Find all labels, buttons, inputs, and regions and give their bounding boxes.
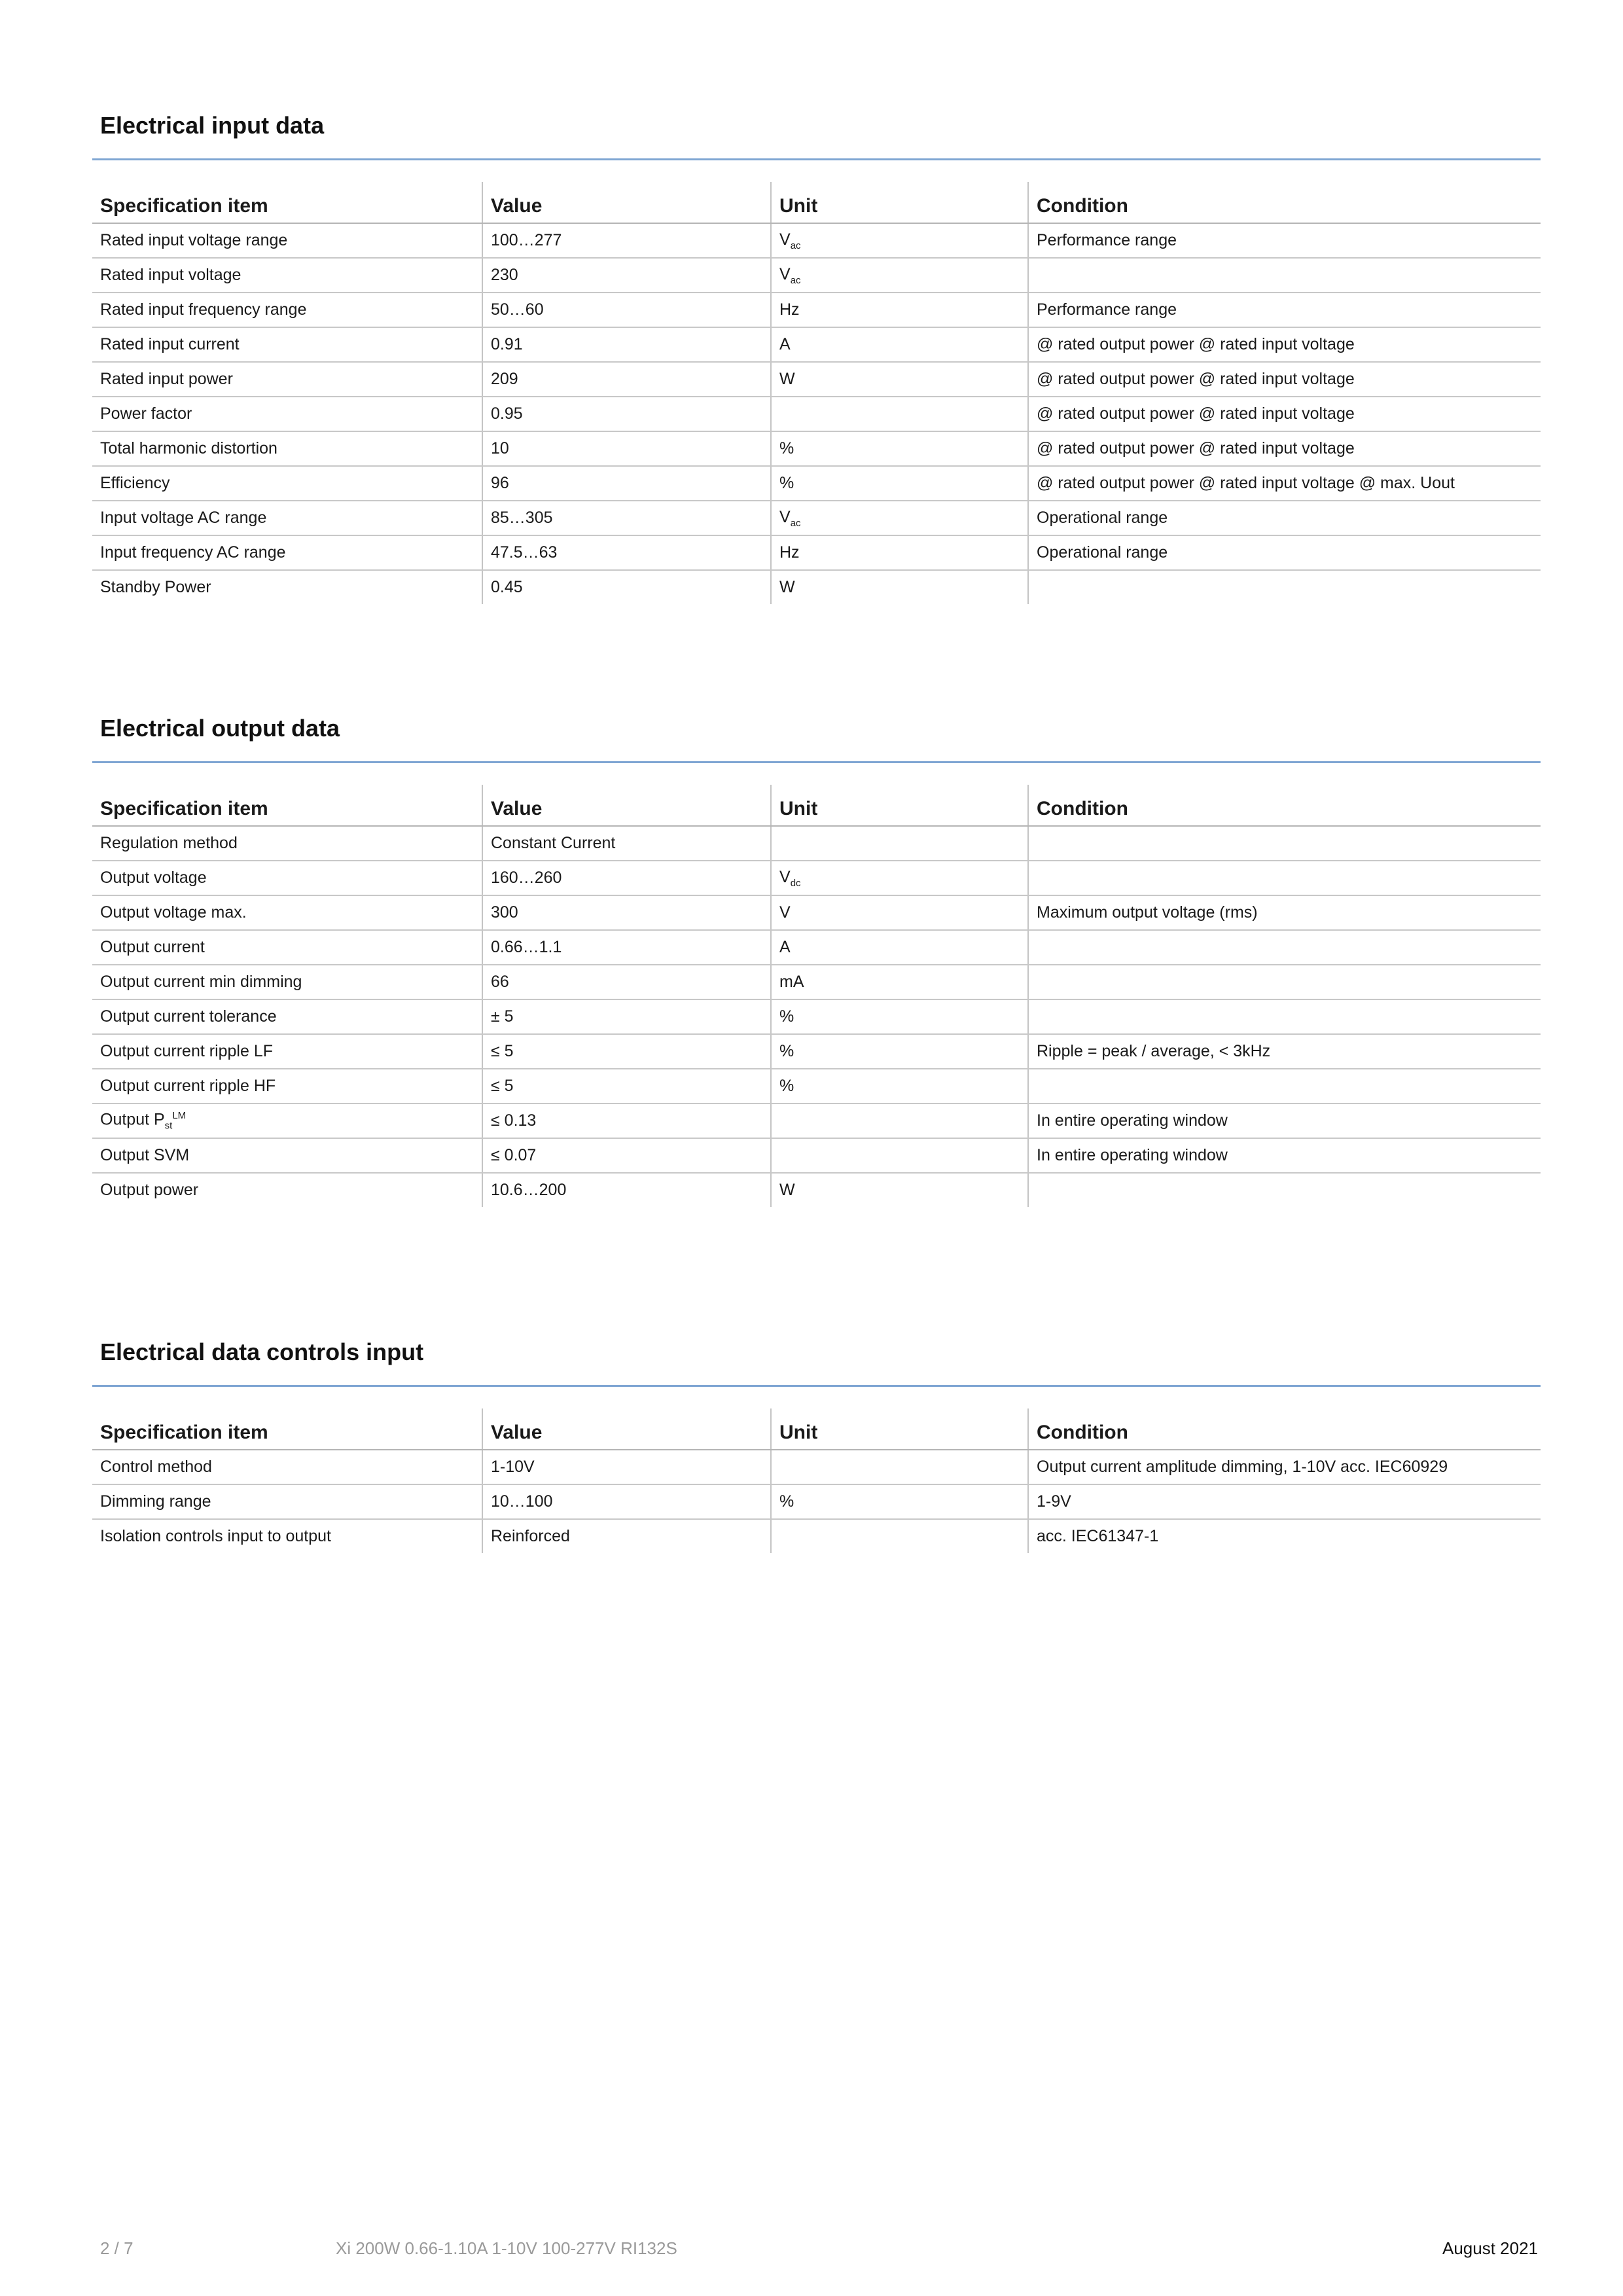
value-cell: 300: [482, 895, 771, 930]
header-specification-item: Specification item: [92, 182, 482, 223]
unit-text: %: [779, 1492, 794, 1511]
value-cell: 0.45: [482, 570, 771, 604]
spec-item-text: Output power: [100, 1181, 199, 1199]
unit-text: W: [779, 370, 795, 388]
spec-item-text: Output current ripple LF: [100, 1042, 274, 1060]
unit-text: A: [779, 938, 791, 956]
condition-cell: [1028, 999, 1541, 1034]
spec-item-text: Output current ripple HF: [100, 1077, 276, 1095]
spec-item-text: Rated input voltage range: [100, 231, 288, 249]
condition-cell: [1028, 1069, 1541, 1103]
value-cell: ≤ 5: [482, 1034, 771, 1069]
condition-cell: @ rated output power @ rated input voltage: [1028, 397, 1541, 431]
section-divider: [92, 1385, 1541, 1387]
section-title: Electrical output data: [100, 715, 340, 742]
unit-text: V: [779, 264, 791, 283]
value-cell: 230: [482, 258, 771, 293]
value-cell: 100…277: [482, 223, 771, 258]
spec-item-text: Isolation controls input to output: [100, 1527, 332, 1545]
header-unit: Unit: [771, 182, 1028, 223]
unit-cell: [771, 466, 1028, 501]
table-row: [92, 965, 1541, 999]
document-date: August 2021: [1442, 2238, 1538, 2258]
unit-text: Hz: [779, 543, 800, 562]
unit-text: V: [779, 230, 791, 249]
value-cell: Reinforced: [482, 1519, 771, 1553]
spec-item-text: Output P: [100, 1110, 165, 1129]
spec-item-cell: [92, 466, 482, 501]
spec-item-text: Rated input current: [100, 335, 240, 353]
condition-cell: [1028, 826, 1541, 861]
table-row: [92, 895, 1541, 930]
condition-cell: In entire operating window: [1028, 1103, 1541, 1138]
unit-text: A: [779, 335, 791, 353]
table-row: [92, 1450, 1541, 1484]
condition-cell: Output current amplitude dimming, 1-10V acc. IEC60929: [1028, 1450, 1541, 1484]
table-row: [92, 223, 1541, 258]
unit-cell: [771, 1519, 1028, 1553]
table-body: [92, 1450, 1541, 1553]
spec-item-cell: [92, 861, 482, 895]
condition-cell: @ rated output power @ rated input voltage: [1028, 362, 1541, 397]
table-row: [92, 397, 1541, 431]
value-cell: 50…60: [482, 293, 771, 327]
section-electrical-input: [92, 109, 1541, 604]
spec-item-cell: [92, 1484, 482, 1519]
condition-cell: [1028, 570, 1541, 604]
condition-cell: [1028, 861, 1541, 895]
header-condition: Condition: [1028, 1408, 1541, 1450]
condition-cell: [1028, 965, 1541, 999]
section-title: Electrical input data: [100, 112, 325, 139]
spec-item-text: Rated input power: [100, 370, 233, 388]
spec-item-text: Output current min dimming: [100, 973, 302, 991]
unit-subscript: dc: [790, 877, 801, 889]
unit-cell: [771, 1069, 1028, 1103]
table-body: [92, 223, 1541, 604]
unit-cell: [771, 1450, 1028, 1484]
unit-cell: [771, 895, 1028, 930]
unit-cell: [771, 501, 1028, 535]
value-cell: 85…305: [482, 501, 771, 535]
condition-cell: @ rated output power @ rated input voltage: [1028, 431, 1541, 466]
unit-cell: [771, 930, 1028, 965]
unit-cell: [771, 258, 1028, 293]
header-value: Value: [482, 182, 771, 223]
table-row: [92, 999, 1541, 1034]
table-row: [92, 1484, 1541, 1519]
spec-item-text: Power factor: [100, 404, 192, 423]
unit-cell: [771, 327, 1028, 362]
value-cell: 0.95: [482, 397, 771, 431]
unit-text: Hz: [779, 300, 800, 319]
spec-item-text: Rated input frequency range: [100, 300, 307, 319]
spec-item-cell: [92, 501, 482, 535]
spec-item-cell: [92, 999, 482, 1034]
unit-text: W: [779, 578, 795, 596]
value-cell: 160…260: [482, 861, 771, 895]
spec-item-cell: [92, 1034, 482, 1069]
value-cell: 0.91: [482, 327, 771, 362]
value-cell: 209: [482, 362, 771, 397]
value-cell: Constant Current: [482, 826, 771, 861]
spec-item-text: Control method: [100, 1458, 212, 1476]
unit-text: %: [779, 474, 794, 492]
spec-item-cell: [92, 535, 482, 570]
header-value: Value: [482, 1408, 771, 1450]
unit-cell: [771, 362, 1028, 397]
spec-item-text: Input voltage AC range: [100, 509, 267, 527]
value-cell: 47.5…63: [482, 535, 771, 570]
header-specification-item: Specification item: [92, 785, 482, 826]
unit-cell: [771, 1484, 1028, 1519]
condition-cell: 1-9V: [1028, 1484, 1541, 1519]
unit-text: V: [779, 903, 791, 922]
product-name: Xi 200W 0.66-1.10A 1-10V 100-277V RI132S: [336, 2238, 677, 2258]
table-row: [92, 826, 1541, 861]
unit-subscript: ac: [790, 517, 801, 529]
value-cell: 1-10V: [482, 1450, 771, 1484]
value-cell: 10: [482, 431, 771, 466]
table-row: [92, 535, 1541, 570]
header-unit: Unit: [771, 785, 1028, 826]
spec-item-cell: [92, 1138, 482, 1173]
unit-text: %: [779, 1077, 794, 1095]
spec-item-cell: [92, 570, 482, 604]
spec-item-text: Output voltage max.: [100, 903, 247, 922]
spec-item-cell: [92, 930, 482, 965]
table-row: [92, 1138, 1541, 1173]
spec-item-cell: [92, 1450, 482, 1484]
header-specification-item: Specification item: [92, 1408, 482, 1450]
header-condition: Condition: [1028, 785, 1541, 826]
condition-cell: Operational range: [1028, 501, 1541, 535]
spec-item-cell: [92, 362, 482, 397]
spec-table: [92, 785, 1541, 1207]
spec-item-cell: [92, 1069, 482, 1103]
spec-item-text: Total harmonic distortion: [100, 439, 277, 457]
table-header-row: [92, 1408, 1541, 1450]
unit-subscript: ac: [790, 274, 801, 286]
unit-cell: [771, 1173, 1028, 1207]
spec-item-subscript: st: [164, 1120, 173, 1132]
table-body: [92, 826, 1541, 1207]
spec-item-cell: [92, 293, 482, 327]
section-divider: [92, 158, 1541, 160]
value-cell: 10…100: [482, 1484, 771, 1519]
value-cell: 0.66…1.1: [482, 930, 771, 965]
spec-item-cell: [92, 327, 482, 362]
condition-cell: Maximum output voltage (rms): [1028, 895, 1541, 930]
value-cell: 66: [482, 965, 771, 999]
table-header-row: [92, 785, 1541, 826]
unit-text: mA: [779, 973, 804, 991]
spec-item-text: Efficiency: [100, 474, 170, 492]
header-value: Value: [482, 785, 771, 826]
unit-cell: [771, 431, 1028, 466]
table-row: [92, 1069, 1541, 1103]
condition-cell: [1028, 258, 1541, 293]
unit-cell: [771, 1103, 1028, 1138]
condition-cell: Operational range: [1028, 535, 1541, 570]
table-row: [92, 570, 1541, 604]
unit-subscript: ac: [790, 240, 801, 251]
spec-item-text: Output SVM: [100, 1146, 190, 1164]
value-cell: ± 5: [482, 999, 771, 1034]
unit-cell: [771, 1034, 1028, 1069]
spec-item-text: Input frequency AC range: [100, 543, 286, 562]
value-cell: 96: [482, 466, 771, 501]
table-row: [92, 431, 1541, 466]
condition-cell: Performance range: [1028, 223, 1541, 258]
spec-table: [92, 182, 1541, 604]
table-row: [92, 1103, 1541, 1138]
spec-item-text: Rated input voltage: [100, 266, 241, 284]
spec-table: [92, 1408, 1541, 1553]
spec-item-text: Dimming range: [100, 1492, 211, 1511]
table-row: [92, 861, 1541, 895]
spec-item-text: Standby Power: [100, 578, 211, 596]
table-row: [92, 930, 1541, 965]
table-row: [92, 1519, 1541, 1553]
section-controls-input: [92, 1335, 1541, 1553]
section-electrical-output: [92, 711, 1541, 1207]
spec-item-cell: [92, 1103, 482, 1138]
spec-item-text: Output current: [100, 938, 205, 956]
section-divider: [92, 761, 1541, 763]
unit-text: %: [779, 439, 794, 457]
table-row: [92, 327, 1541, 362]
value-cell: ≤ 5: [482, 1069, 771, 1103]
spec-item-text: Output voltage: [100, 869, 207, 887]
unit-cell: [771, 999, 1028, 1034]
unit-text: V: [779, 507, 791, 526]
unit-cell: [771, 223, 1028, 258]
table-row: [92, 293, 1541, 327]
spec-item-cell: [92, 258, 482, 293]
unit-cell: [771, 570, 1028, 604]
spec-item-text: Regulation method: [100, 834, 238, 852]
header-unit: Unit: [771, 1408, 1028, 1450]
unit-cell: [771, 1138, 1028, 1173]
condition-cell: [1028, 1173, 1541, 1207]
unit-cell: [771, 535, 1028, 570]
unit-cell: [771, 965, 1028, 999]
condition-cell: Performance range: [1028, 293, 1541, 327]
spec-item-cell: [92, 895, 482, 930]
table-row: [92, 1034, 1541, 1069]
section-title: Electrical data controls input: [100, 1338, 424, 1365]
condition-cell: Ripple = peak / average, < 3kHz: [1028, 1034, 1541, 1069]
spec-item-superscript: LM: [172, 1110, 187, 1122]
page-number: 2 / 7: [100, 2238, 134, 2258]
unit-text: %: [779, 1007, 794, 1026]
spec-item-text: Output current tolerance: [100, 1007, 277, 1026]
spec-item-cell: [92, 223, 482, 258]
unit-cell: [771, 826, 1028, 861]
unit-cell: [771, 861, 1028, 895]
unit-cell: [771, 293, 1028, 327]
condition-cell: [1028, 930, 1541, 965]
condition-cell: acc. IEC61347-1: [1028, 1519, 1541, 1553]
condition-cell: @ rated output power @ rated input voltage @ max. Uout: [1028, 466, 1541, 501]
header-condition: Condition: [1028, 182, 1541, 223]
table-row: [92, 1173, 1541, 1207]
table-row: [92, 466, 1541, 501]
spec-item-cell: [92, 826, 482, 861]
condition-cell: @ rated output power @ rated input voltage: [1028, 327, 1541, 362]
value-cell: ≤ 0.13: [482, 1103, 771, 1138]
unit-text: V: [779, 867, 791, 886]
value-cell: ≤ 0.07: [482, 1138, 771, 1173]
table-header-row: [92, 182, 1541, 223]
table-row: [92, 362, 1541, 397]
table-row: [92, 258, 1541, 293]
value-cell: 10.6…200: [482, 1173, 771, 1207]
unit-text: %: [779, 1042, 794, 1060]
spec-item-cell: [92, 431, 482, 466]
spec-item-cell: [92, 1173, 482, 1207]
unit-text: W: [779, 1181, 795, 1199]
unit-cell: [771, 397, 1028, 431]
spec-item-cell: [92, 397, 482, 431]
table-row: [92, 501, 1541, 535]
spec-item-cell: [92, 1519, 482, 1553]
spec-item-cell: [92, 965, 482, 999]
condition-cell: In entire operating window: [1028, 1138, 1541, 1173]
